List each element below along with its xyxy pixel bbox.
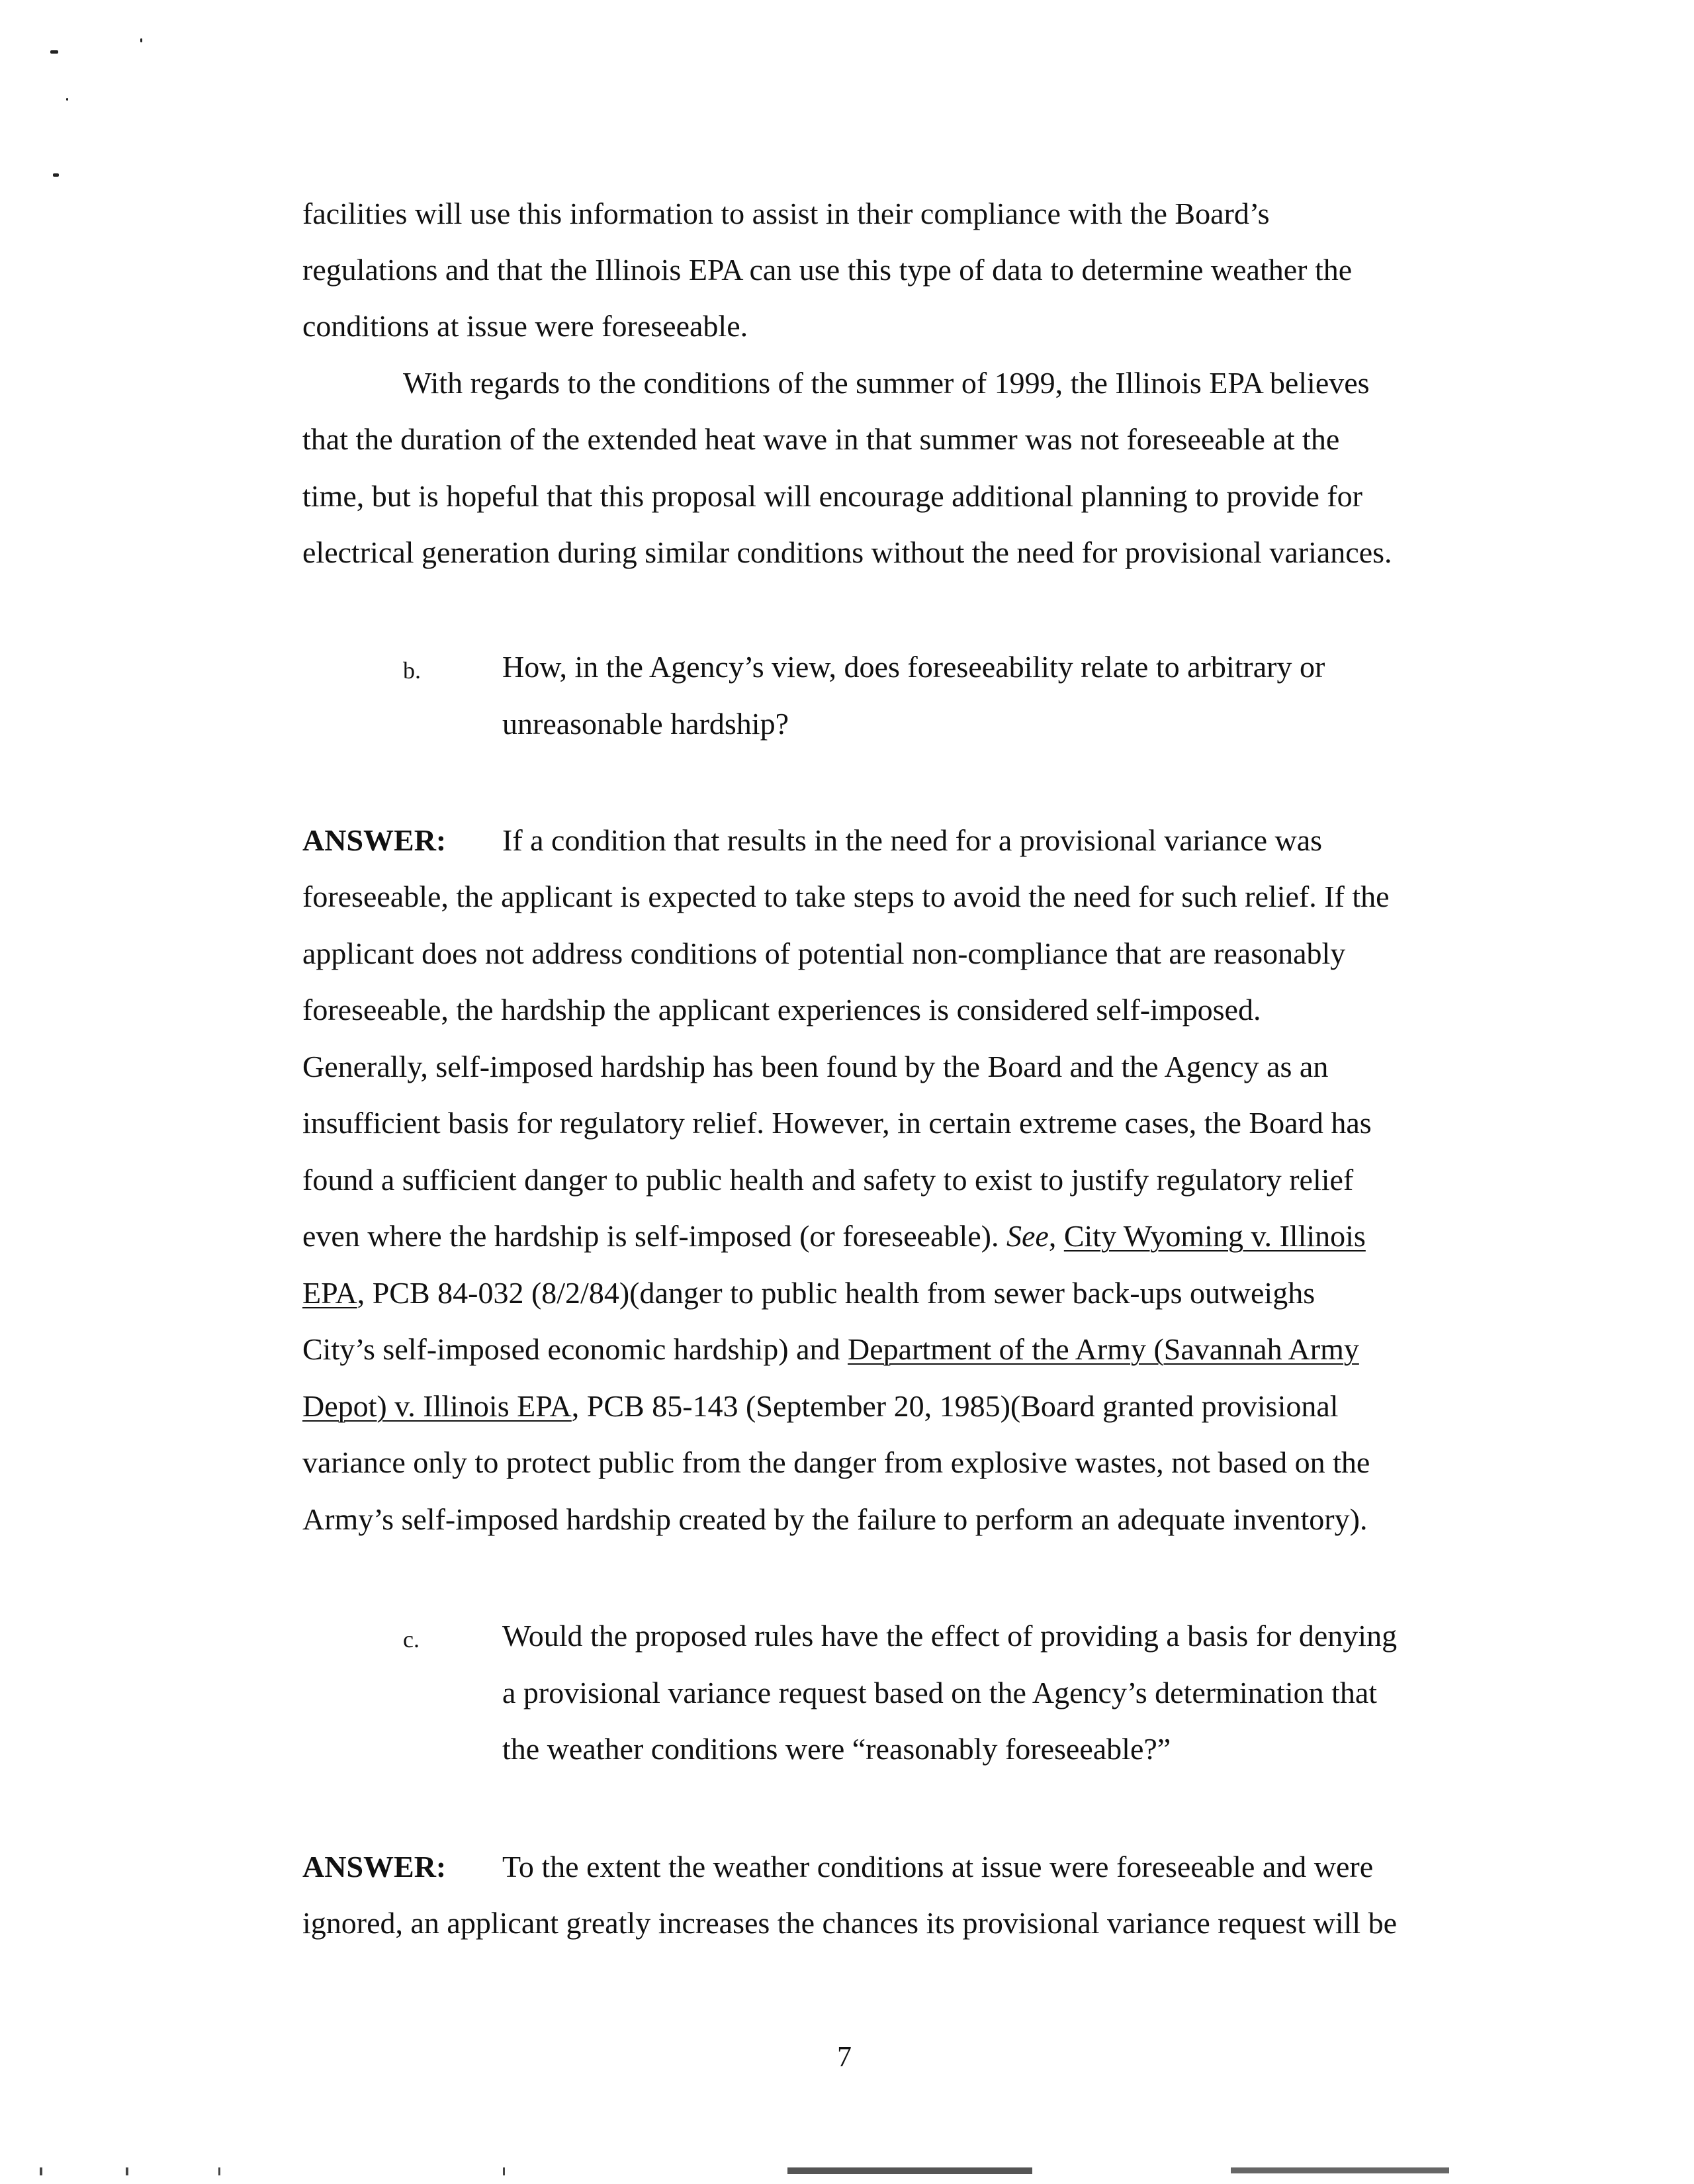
- question-b-label: b.: [403, 657, 421, 684]
- answer-b-line-11: [302, 1388, 1339, 1425]
- question-c-label: c.: [403, 1626, 420, 1653]
- answer-c-line-2: ignored, an applicant greatly increases the chances its provisional variance request will be: [302, 1906, 1398, 1940]
- answer-b-line-6: insufficient basis for regulatory relief. However, in certain extreme cases, the Board has: [302, 1106, 1372, 1140]
- paragraph-2-line-1: With regards to the conditions of the summer of 1999, the Illinois EPA believes: [403, 366, 1370, 400]
- answer-b-line-7: found a sufficient danger to public health and safety to exist to justify regulatory relief: [302, 1163, 1354, 1197]
- paragraph-1-line-2: regulations and that the Illinois EPA can use this type of data to determine weather the: [302, 253, 1353, 287]
- answer-b-line-10: [302, 1331, 1359, 1368]
- paragraph-2-line-3: time, but is hopeful that this proposal will encourage additional planning to provide for: [302, 479, 1363, 513]
- paragraph-1-line-1: facilities will use this information to assist in their compliance with the Board’s: [302, 197, 1270, 230]
- citation-comma: ,: [1048, 1219, 1064, 1253]
- paragraph-2-line-2: that the duration of the extended heat wave in that summer was not foreseeable at the: [302, 422, 1340, 456]
- answer-b-label: ANSWER:: [302, 823, 447, 857]
- scan-speck: [66, 98, 68, 101]
- scan-speck: [140, 38, 142, 42]
- answer-b-line-8-text: even where the hardship is self-imposed (or foreseeable).: [302, 1219, 1006, 1253]
- answer-b-line-8: [302, 1218, 1366, 1255]
- answer-b-line-4: foreseeable, the hardship the applicant experiences is considered self-imposed.: [302, 993, 1261, 1026]
- case-citation-city-wyoming: City Wyoming v. Illinois: [1063, 1219, 1366, 1253]
- answer-b-line-10-text: City’s self-imposed economic hardship) and: [302, 1332, 848, 1366]
- answer-b-line-3: applicant does not address conditions of potential non-compliance that are reasonably: [302, 936, 1346, 970]
- answer-b-line-9-text: , PCB 84-032 (8/2/84)(danger to public health from sewer back-ups outweighs: [357, 1276, 1315, 1310]
- answer-b-line-11-text: , PCB 85-143 (September 20, 1985)(Board granted provisional: [571, 1389, 1339, 1423]
- citation-signal-see: See: [1006, 1219, 1049, 1253]
- question-b-line-1: How, in the Agency’s view, does foreseeability relate to arbitrary or: [502, 650, 1325, 684]
- answer-b-line-2: foreseeable, the applicant is expected to take steps to avoid the need for such relief. If the: [302, 880, 1390, 913]
- question-c-line-2: a provisional variance request based on the Agency’s determination that: [502, 1676, 1378, 1709]
- scan-edge-noise: [0, 2167, 1694, 2177]
- answer-c-line-1: To the extent the weather conditions at issue were foreseeable and were: [502, 1850, 1374, 1884]
- question-b-line-2: unreasonable hardship?: [502, 707, 789, 741]
- answer-b-line-9: [302, 1275, 1315, 1312]
- question-c-line-1: Would the proposed rules have the effect of providing a basis for denying: [502, 1619, 1398, 1653]
- case-citation-department-army: Department of the Army (Savannah Army: [848, 1332, 1359, 1366]
- paragraph-2-line-4: electrical generation during similar conditions without the need for provisional variances.: [302, 535, 1392, 569]
- case-citation-depot: Depot) v. Illinois EPA: [302, 1389, 572, 1423]
- case-citation-epa: EPA: [302, 1276, 357, 1310]
- answer-b-line-1: If a condition that results in the need for a provisional variance was: [502, 823, 1323, 857]
- scan-speck: [50, 50, 58, 54]
- scan-speck: [53, 173, 59, 177]
- answer-b-line-13: Army’s self-imposed hardship created by the failure to perform an adequate inventory).: [302, 1502, 1368, 1536]
- paragraph-1-line-3: conditions at issue were foreseeable.: [302, 309, 748, 343]
- question-c-line-3: the weather conditions were “reasonably foreseeable?”: [502, 1732, 1171, 1766]
- answer-c-label: ANSWER:: [302, 1850, 447, 1884]
- page-number: 7: [837, 2040, 852, 2073]
- answer-b-line-5: Generally, self-imposed hardship has been found by the Board and the Agency as an: [302, 1050, 1329, 1083]
- answer-b-line-12: variance only to protect public from the danger from explosive wastes, not based on the: [302, 1445, 1370, 1479]
